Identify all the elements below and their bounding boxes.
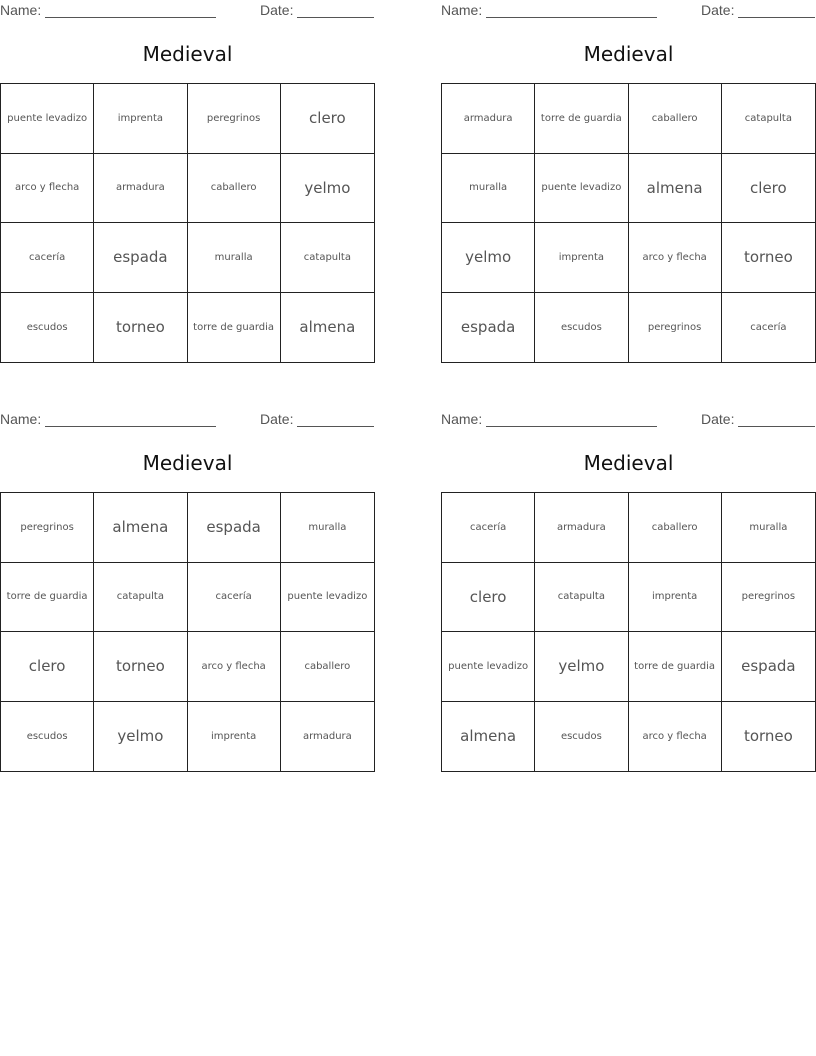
grid-cell: catapulta xyxy=(281,223,374,293)
grid-cell: torneo xyxy=(94,293,187,363)
grid-cell: caballero xyxy=(281,632,374,702)
grid-cell: peregrinos xyxy=(629,293,722,363)
bingo-grid xyxy=(0,83,375,363)
grid-cell: clero xyxy=(442,563,535,633)
grid-cell: espada xyxy=(94,223,187,293)
card-title: Medieval xyxy=(142,42,233,66)
grid-cell: muralla xyxy=(188,223,281,293)
name-field xyxy=(441,2,657,18)
grid-cell: torre de guardia xyxy=(535,84,628,154)
grid-cell: puente levadizo xyxy=(535,154,628,224)
grid-cell: catapulta xyxy=(722,84,815,154)
grid-cell: catapulta xyxy=(94,563,187,633)
bingo-grid xyxy=(441,492,816,772)
grid-cell: espada xyxy=(188,493,281,563)
grid-cell: almena xyxy=(94,493,187,563)
date-field xyxy=(260,2,374,18)
bingo-card-3 xyxy=(0,409,375,746)
grid-cell: yelmo xyxy=(281,154,374,224)
date-label: Date: xyxy=(260,411,294,427)
grid-cell: arco y flecha xyxy=(188,632,281,702)
grid-cell: arco y flecha xyxy=(629,223,722,293)
date-line xyxy=(738,412,815,427)
grid-cell: catapulta xyxy=(535,563,628,633)
grid-cell: cacería xyxy=(1,223,94,293)
date-field xyxy=(701,411,815,427)
date-line xyxy=(297,3,374,18)
bingo-card-1 xyxy=(0,0,375,337)
grid-cell: torre de guardia xyxy=(188,293,281,363)
grid-cell: puente levadizo xyxy=(1,84,94,154)
grid-cell: caballero xyxy=(629,493,722,563)
grid-cell: escudos xyxy=(535,293,628,363)
grid-cell: muralla xyxy=(722,493,815,563)
grid-cell: cacería xyxy=(442,493,535,563)
grid-cell: armadura xyxy=(302,730,352,742)
grid-cell: armadura xyxy=(94,154,187,224)
date-label: Date: xyxy=(260,2,294,18)
grid-cell: espada xyxy=(722,632,815,702)
card-title: Medieval xyxy=(583,451,674,475)
card-header xyxy=(0,0,375,22)
name-line xyxy=(486,3,657,18)
grid-cell: puente levadizo xyxy=(281,563,374,633)
grid-cell: escudos xyxy=(535,702,628,772)
date-field xyxy=(260,411,374,427)
grid-cell: clero xyxy=(281,84,374,154)
grid-cell: puente levadizo xyxy=(442,632,535,702)
grid-cell: imprenta xyxy=(629,563,722,633)
grid-cell: muralla xyxy=(281,493,374,563)
grid-cell: torre de guardia xyxy=(1,563,94,633)
name-label: Name: xyxy=(441,411,483,427)
name-field xyxy=(0,411,216,427)
grid-cell: escudos xyxy=(1,293,94,363)
grid-cell: imprenta xyxy=(188,702,281,772)
grid-cell: armadura xyxy=(442,84,535,154)
grid-cell: almena xyxy=(629,154,722,224)
grid-cell: espada xyxy=(442,293,535,363)
grid-cell: muralla xyxy=(442,154,535,224)
grid-cell: almena xyxy=(442,702,535,772)
grid-cell: peregrinos xyxy=(1,493,94,563)
date-label: Date: xyxy=(701,2,735,18)
date-line xyxy=(297,412,374,427)
grid-cell: cacería xyxy=(750,321,787,333)
grid-cell: almena xyxy=(299,318,356,337)
date-field xyxy=(701,2,815,18)
grid-cell: clero xyxy=(1,632,94,702)
card-title: Medieval xyxy=(583,42,674,66)
name-line xyxy=(45,3,216,18)
name-field xyxy=(0,2,216,18)
grid-cell: caballero xyxy=(188,154,281,224)
grid-cell: yelmo xyxy=(94,702,187,772)
grid-cell: cacería xyxy=(188,563,281,633)
grid-cell: torre de guardia xyxy=(629,632,722,702)
name-line xyxy=(486,412,657,427)
card-title: Medieval xyxy=(142,451,233,475)
name-label: Name: xyxy=(0,2,42,18)
card-header xyxy=(441,0,816,22)
card-header xyxy=(0,409,375,431)
grid-cell: escudos xyxy=(1,702,94,772)
grid-cell: torneo xyxy=(94,632,187,702)
bingo-card-4 xyxy=(441,409,816,746)
grid-cell: peregrinos xyxy=(188,84,281,154)
bingo-grid xyxy=(441,83,816,363)
name-field xyxy=(441,411,657,427)
date-label: Date: xyxy=(701,411,735,427)
grid-cell: arco y flecha xyxy=(1,154,94,224)
grid-cell: yelmo xyxy=(535,632,628,702)
date-line xyxy=(738,3,815,18)
grid-cell: peregrinos xyxy=(722,563,815,633)
grid-cell: armadura xyxy=(535,493,628,563)
name-line xyxy=(45,412,216,427)
grid-cell: torneo xyxy=(722,223,815,293)
bingo-grid xyxy=(0,492,375,772)
name-label: Name: xyxy=(441,2,483,18)
card-header xyxy=(441,409,816,431)
grid-cell: caballero xyxy=(629,84,722,154)
grid-cell: imprenta xyxy=(94,84,187,154)
bingo-card-2 xyxy=(441,0,816,337)
grid-cell: imprenta xyxy=(535,223,628,293)
grid-cell: torneo xyxy=(743,727,793,746)
grid-cell: yelmo xyxy=(442,223,535,293)
name-label: Name: xyxy=(0,411,42,427)
grid-cell: arco y flecha xyxy=(629,702,722,772)
grid-cell: clero xyxy=(722,154,815,224)
